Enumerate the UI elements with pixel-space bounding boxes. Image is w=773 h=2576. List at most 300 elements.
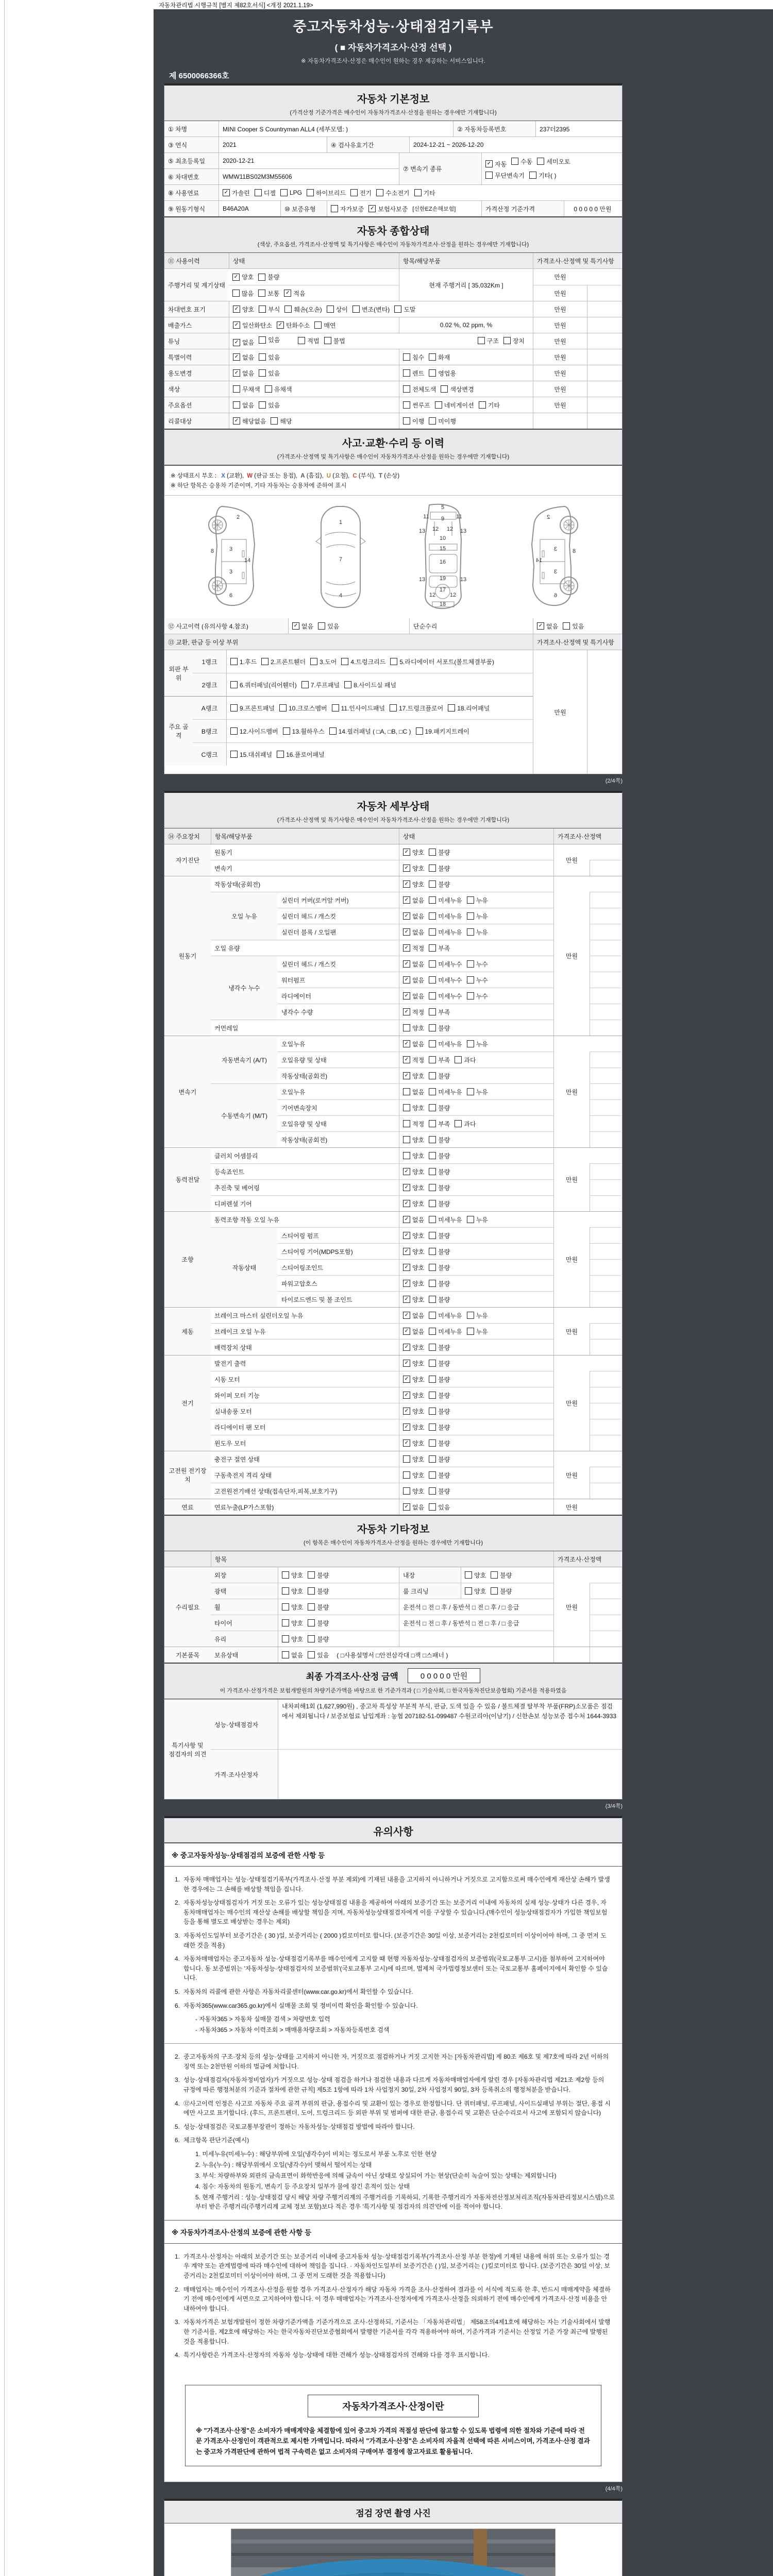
checkbox-box[interactable] — [429, 1088, 436, 1095]
checkbox-box[interactable] — [429, 928, 436, 936]
checkbox-box[interactable] — [232, 290, 240, 297]
checkbox-option[interactable] — [259, 353, 280, 362]
checkbox-box[interactable]: ✓ — [403, 1439, 410, 1447]
checkbox-option[interactable] — [491, 1587, 512, 1596]
checkbox-box[interactable] — [403, 353, 410, 361]
checkbox-box[interactable] — [350, 189, 358, 196]
checkbox-box[interactable] — [314, 321, 322, 329]
checkbox-option[interactable] — [429, 1359, 450, 1368]
checkbox-option[interactable] — [350, 189, 372, 197]
checkbox-option[interactable] — [403, 1136, 424, 1144]
checkbox-box[interactable] — [455, 1120, 462, 1127]
checkbox-box[interactable] — [467, 928, 474, 936]
checkbox-box[interactable] — [429, 1328, 436, 1335]
checkbox-box[interactable] — [265, 385, 272, 393]
checkbox-option[interactable] — [301, 681, 340, 689]
checkbox-box[interactable]: ✓ — [292, 622, 299, 630]
checkbox-box[interactable] — [429, 1408, 436, 1415]
checkbox-box[interactable] — [283, 727, 290, 735]
checkbox-box[interactable]: ✓ — [403, 1200, 410, 1207]
checkbox-option[interactable] — [282, 1571, 303, 1580]
checkbox-box[interactable] — [435, 401, 442, 409]
checkbox-option[interactable] — [403, 1471, 424, 1480]
checkbox-option[interactable] — [403, 1247, 424, 1256]
checkbox-option[interactable] — [232, 289, 254, 298]
checkbox-box[interactable]: ✓ — [403, 944, 410, 952]
checkbox-box[interactable] — [429, 1423, 436, 1431]
checkbox-box[interactable] — [230, 704, 238, 711]
checkbox-option[interactable] — [271, 417, 292, 426]
checkbox-option[interactable] — [403, 1487, 424, 1496]
checkbox-option[interactable] — [403, 960, 424, 969]
checkbox-option[interactable] — [429, 1263, 450, 1272]
checkbox-option[interactable] — [429, 848, 450, 857]
checkbox-box[interactable] — [414, 189, 422, 196]
checkbox-option[interactable] — [259, 335, 280, 344]
checkbox-option[interactable] — [403, 1455, 424, 1464]
checkbox-box[interactable] — [485, 172, 493, 179]
checkbox-option[interactable] — [279, 704, 327, 713]
checkbox-option[interactable] — [403, 1279, 424, 1288]
checkbox-box[interactable]: ✓ — [233, 369, 240, 377]
checkbox-box[interactable] — [298, 337, 305, 344]
checkbox-box[interactable] — [511, 158, 518, 165]
checkbox-box[interactable]: ✓ — [403, 1264, 410, 1271]
checkbox-box[interactable] — [429, 1056, 436, 1063]
checkbox-option[interactable] — [280, 189, 302, 196]
checkbox-option[interactable] — [429, 417, 456, 426]
checkbox-box[interactable] — [429, 1264, 436, 1271]
checkbox-box[interactable] — [455, 1056, 462, 1063]
checkbox-box[interactable] — [503, 337, 511, 344]
checkbox-box[interactable]: ✓ — [403, 992, 410, 999]
checkbox-box[interactable] — [332, 704, 339, 711]
checkbox-option[interactable] — [403, 1104, 424, 1112]
checkbox-option[interactable] — [308, 1635, 329, 1643]
checkbox-box[interactable] — [324, 337, 331, 344]
checkbox-option[interactable] — [429, 976, 462, 985]
checkbox-option[interactable] — [277, 321, 310, 330]
checkbox-box[interactable]: ✓ — [403, 1248, 410, 1255]
checkbox-box[interactable]: ✓ — [403, 1392, 410, 1399]
checkbox-box[interactable] — [308, 1635, 315, 1642]
checkbox-box[interactable] — [230, 751, 238, 758]
checkbox-option[interactable] — [429, 1167, 450, 1176]
checkbox-option[interactable] — [403, 1056, 424, 1064]
checkbox-option[interactable] — [511, 157, 532, 166]
checkbox-box[interactable]: ✓ — [403, 865, 410, 872]
checkbox-option[interactable] — [233, 417, 266, 426]
checkbox-option[interactable] — [467, 1215, 488, 1224]
checkbox-option[interactable] — [403, 1263, 424, 1272]
checkbox-box[interactable] — [429, 880, 436, 888]
checkbox-option[interactable] — [479, 401, 500, 410]
checkbox-box[interactable] — [403, 1455, 410, 1463]
checkbox-option[interactable] — [429, 1104, 450, 1112]
checkbox-option[interactable] — [537, 622, 558, 631]
checkbox-box[interactable]: ✓ — [233, 321, 240, 329]
checkbox-box[interactable] — [394, 306, 401, 313]
checkbox-box[interactable] — [429, 865, 436, 872]
checkbox-box[interactable] — [308, 1603, 315, 1611]
checkbox-option[interactable] — [441, 385, 474, 394]
checkbox-box[interactable] — [491, 1587, 498, 1595]
checkbox-option[interactable] — [416, 727, 469, 736]
checkbox-box[interactable] — [429, 1024, 436, 1031]
checkbox-box[interactable]: ✓ — [403, 928, 410, 936]
checkbox-box[interactable]: ✓ — [403, 1328, 410, 1335]
checkbox-box[interactable] — [331, 205, 338, 212]
checkbox-box[interactable] — [529, 172, 536, 179]
checkbox-option[interactable] — [467, 912, 488, 921]
checkbox-box[interactable] — [441, 385, 448, 393]
checkbox-option[interactable] — [465, 1571, 486, 1580]
checkbox-box[interactable] — [308, 1571, 315, 1579]
checkbox-option[interactable] — [429, 1375, 450, 1384]
checkbox-option[interactable] — [485, 171, 525, 180]
checkbox-option[interactable] — [403, 1439, 424, 1448]
checkbox-box[interactable] — [277, 751, 284, 758]
checkbox-option[interactable] — [310, 657, 337, 666]
checkbox-option[interactable] — [435, 401, 474, 410]
checkbox-option[interactable] — [292, 622, 313, 631]
checkbox-option[interactable] — [467, 896, 488, 905]
checkbox-option[interactable] — [429, 992, 462, 1001]
checkbox-option[interactable] — [403, 992, 424, 1001]
checkbox-box[interactable]: ✓ — [403, 976, 410, 984]
checkbox-box[interactable]: ✓ — [232, 274, 240, 281]
checkbox-box[interactable]: ✓ — [403, 1312, 410, 1319]
checkbox-option[interactable] — [230, 727, 278, 736]
checkbox-option[interactable] — [233, 321, 272, 330]
checkbox-option[interactable] — [429, 1056, 450, 1064]
checkbox-option[interactable] — [429, 1311, 462, 1320]
checkbox-option[interactable] — [403, 896, 424, 905]
checkbox-option[interactable] — [465, 1587, 486, 1596]
checkbox-box[interactable] — [403, 1471, 410, 1479]
checkbox-box[interactable] — [259, 369, 266, 377]
checkbox-box[interactable] — [429, 1200, 436, 1207]
checkbox-box[interactable] — [467, 1040, 474, 1047]
checkbox-box[interactable] — [467, 1328, 474, 1335]
checkbox-box[interactable] — [429, 1455, 436, 1463]
checkbox-option[interactable] — [329, 727, 411, 736]
checkbox-option[interactable] — [277, 750, 325, 759]
checkbox-box[interactable] — [429, 1040, 436, 1047]
checkbox-option[interactable] — [284, 305, 322, 314]
checkbox-box[interactable]: ✓ — [233, 339, 240, 346]
checkbox-box[interactable]: ✓ — [403, 1344, 410, 1351]
checkbox-option[interactable] — [403, 1327, 424, 1336]
checkbox-box[interactable] — [429, 1008, 436, 1015]
checkbox-option[interactable] — [429, 1120, 450, 1128]
checkbox-box[interactable] — [376, 189, 383, 196]
checkbox-box[interactable] — [429, 1392, 436, 1399]
checkbox-box[interactable] — [429, 849, 436, 856]
checkbox-option[interactable] — [403, 928, 424, 937]
checkbox-box[interactable] — [230, 727, 238, 735]
checkbox-option[interactable] — [429, 1343, 450, 1352]
checkbox-box[interactable] — [429, 912, 436, 920]
checkbox-box[interactable] — [429, 1471, 436, 1479]
checkbox-option[interactable] — [429, 353, 450, 362]
checkbox-box[interactable] — [429, 960, 436, 968]
checkbox-box[interactable]: ✓ — [403, 1072, 410, 1079]
checkbox-box[interactable] — [307, 189, 314, 196]
checkbox-box[interactable] — [230, 681, 238, 688]
checkbox-box[interactable] — [429, 1072, 436, 1079]
checkbox-option[interactable] — [403, 1375, 424, 1384]
checkbox-box[interactable] — [259, 336, 266, 344]
checkbox-box[interactable] — [479, 401, 486, 409]
checkbox-box[interactable] — [352, 306, 360, 313]
checkbox-option[interactable] — [403, 1040, 424, 1048]
checkbox-box[interactable] — [429, 1104, 436, 1111]
checkbox-box[interactable] — [282, 1571, 289, 1579]
checkbox-option[interactable] — [429, 880, 450, 889]
checkbox-option[interactable] — [429, 960, 462, 969]
checkbox-option[interactable] — [233, 305, 254, 314]
checkbox-box[interactable] — [327, 306, 334, 313]
checkbox-box[interactable] — [478, 337, 485, 344]
checkbox-option[interactable] — [259, 369, 280, 378]
checkbox-box[interactable] — [429, 417, 436, 425]
checkbox-box[interactable] — [429, 1152, 436, 1159]
checkbox-box[interactable] — [259, 353, 266, 361]
checkbox-box[interactable]: ✓ — [233, 353, 240, 361]
checkbox-option[interactable] — [403, 1072, 424, 1080]
checkbox-box[interactable] — [308, 1587, 315, 1595]
checkbox-option[interactable] — [394, 305, 415, 314]
checkbox-box[interactable] — [429, 1216, 436, 1223]
checkbox-box[interactable]: ✓ — [284, 290, 291, 297]
checkbox-option[interactable] — [403, 1199, 424, 1208]
checkbox-option[interactable] — [429, 1423, 450, 1432]
checkbox-option[interactable] — [429, 1136, 450, 1144]
checkbox-box[interactable] — [467, 1088, 474, 1095]
checkbox-box[interactable] — [329, 727, 337, 735]
checkbox-box[interactable] — [537, 158, 544, 165]
checkbox-option[interactable] — [429, 1072, 450, 1080]
checkbox-option[interactable] — [233, 385, 260, 394]
checkbox-option[interactable] — [283, 727, 325, 736]
checkbox-box[interactable] — [416, 727, 423, 735]
checkbox-box[interactable]: ✓ — [233, 306, 240, 313]
checkbox-box[interactable]: ✓ — [403, 1168, 410, 1175]
checkbox-option[interactable] — [537, 157, 570, 166]
checkbox-option[interactable] — [403, 1183, 424, 1192]
checkbox-box[interactable] — [429, 353, 436, 361]
checkbox-option[interactable] — [341, 657, 385, 666]
checkbox-option[interactable] — [403, 864, 424, 873]
checkbox-box[interactable] — [271, 417, 278, 425]
checkbox-option[interactable] — [298, 336, 319, 345]
checkbox-option[interactable] — [429, 1391, 450, 1400]
checkbox-option[interactable] — [429, 864, 450, 873]
checkbox-box[interactable]: ✓ — [403, 1296, 410, 1303]
checkbox-option[interactable] — [429, 912, 462, 921]
checkbox-option[interactable] — [403, 1151, 424, 1160]
checkbox-option[interactable] — [429, 1040, 462, 1048]
checkbox-option[interactable] — [352, 305, 390, 314]
checkbox-option[interactable] — [403, 1215, 424, 1224]
checkbox-option[interactable] — [331, 205, 364, 213]
checkbox-box[interactable] — [390, 658, 397, 665]
checkbox-option[interactable] — [230, 750, 272, 759]
checkbox-box[interactable]: ✓ — [537, 622, 544, 630]
checkbox-box[interactable] — [403, 417, 410, 425]
checkbox-option[interactable] — [429, 1487, 450, 1496]
checkbox-box[interactable] — [465, 1587, 472, 1595]
checkbox-option[interactable] — [467, 1327, 488, 1336]
checkbox-option[interactable] — [503, 336, 525, 345]
checkbox-option[interactable] — [308, 1571, 329, 1580]
checkbox-option[interactable] — [429, 1247, 450, 1256]
checkbox-option[interactable] — [390, 704, 443, 713]
checkbox-option[interactable] — [233, 401, 254, 410]
checkbox-box[interactable] — [403, 1024, 410, 1031]
checkbox-box[interactable] — [403, 401, 410, 409]
checkbox-box[interactable] — [233, 401, 240, 409]
checkbox-box[interactable]: ✓ — [403, 1040, 410, 1047]
checkbox-box[interactable] — [282, 1587, 289, 1595]
checkbox-box[interactable]: ✓ — [403, 1056, 410, 1063]
checkbox-box[interactable] — [429, 1360, 436, 1367]
checkbox-option[interactable] — [429, 1407, 450, 1416]
checkbox-box[interactable] — [261, 658, 268, 665]
checkbox-option[interactable] — [467, 1088, 488, 1096]
checkbox-box[interactable]: ✓ — [403, 849, 410, 856]
checkbox-box[interactable] — [403, 1487, 410, 1495]
checkbox-option[interactable] — [230, 704, 275, 713]
checkbox-option[interactable] — [403, 1503, 424, 1512]
checkbox-box[interactable] — [341, 658, 348, 665]
checkbox-box[interactable] — [282, 1651, 289, 1658]
checkbox-box[interactable] — [279, 704, 287, 711]
checkbox-box[interactable] — [429, 896, 436, 904]
checkbox-box[interactable] — [467, 960, 474, 968]
checkbox-box[interactable] — [429, 1503, 436, 1511]
checkbox-option[interactable] — [429, 1295, 450, 1304]
checkbox-option[interactable] — [491, 1571, 512, 1580]
checkbox-box[interactable] — [282, 1619, 289, 1626]
checkbox-box[interactable] — [429, 369, 436, 377]
checkbox-option[interactable] — [455, 1120, 476, 1128]
checkbox-box[interactable] — [429, 1248, 436, 1255]
checkbox-option[interactable] — [403, 848, 424, 857]
checkbox-option[interactable] — [403, 1311, 424, 1320]
checkbox-option[interactable] — [403, 385, 436, 394]
checkbox-box[interactable] — [259, 401, 266, 409]
checkbox-option[interactable] — [282, 1635, 303, 1643]
checkbox-option[interactable] — [429, 1231, 450, 1240]
checkbox-box[interactable] — [233, 385, 240, 393]
checkbox-box[interactable] — [429, 1344, 436, 1351]
checkbox-box[interactable] — [390, 704, 397, 711]
checkbox-option[interactable] — [282, 1603, 303, 1612]
checkbox-box[interactable] — [403, 1104, 410, 1111]
checkbox-option[interactable] — [233, 338, 254, 347]
checkbox-option[interactable] — [467, 992, 488, 1001]
checkbox-option[interactable] — [282, 1619, 303, 1628]
checkbox-option[interactable] — [258, 273, 279, 281]
checkbox-option[interactable] — [429, 1279, 450, 1288]
checkbox-option[interactable] — [403, 1295, 424, 1304]
checkbox-option[interactable] — [529, 171, 557, 180]
checkbox-box[interactable] — [318, 622, 325, 630]
checkbox-box[interactable] — [259, 306, 266, 313]
checkbox-option[interactable] — [403, 1407, 424, 1416]
checkbox-option[interactable] — [282, 1587, 303, 1596]
checkbox-option[interactable] — [403, 1423, 424, 1432]
checkbox-box[interactable] — [403, 385, 410, 393]
checkbox-box[interactable] — [301, 681, 309, 688]
checkbox-option[interactable] — [314, 321, 335, 330]
checkbox-option[interactable] — [223, 189, 250, 197]
checkbox-option[interactable] — [327, 305, 348, 314]
checkbox-box[interactable]: ✓ — [403, 1503, 410, 1511]
checkbox-box[interactable]: ✓ — [277, 321, 284, 329]
checkbox-option[interactable] — [467, 960, 488, 969]
checkbox-option[interactable] — [259, 401, 280, 410]
checkbox-box[interactable] — [403, 1152, 410, 1159]
checkbox-box[interactable] — [429, 1184, 436, 1191]
checkbox-box[interactable] — [467, 976, 474, 984]
checkbox-box[interactable]: ✓ — [403, 960, 410, 968]
checkbox-option[interactable] — [308, 1651, 329, 1659]
checkbox-option[interactable] — [233, 353, 254, 362]
checkbox-box[interactable] — [467, 1216, 474, 1223]
checkbox-option[interactable] — [467, 928, 488, 937]
checkbox-option[interactable] — [403, 353, 424, 362]
checkbox-box[interactable]: ✓ — [403, 1008, 410, 1015]
checkbox-box[interactable] — [282, 1603, 289, 1611]
checkbox-option[interactable] — [403, 1343, 424, 1352]
checkbox-box[interactable] — [429, 976, 436, 984]
checkbox-option[interactable] — [308, 1603, 329, 1612]
checkbox-option[interactable] — [390, 657, 494, 666]
checkbox-option[interactable] — [467, 976, 488, 985]
checkbox-option[interactable] — [429, 1439, 450, 1448]
checkbox-box[interactable] — [491, 1571, 498, 1579]
checkbox-option[interactable] — [403, 369, 424, 378]
checkbox-box[interactable] — [467, 912, 474, 920]
checkbox-option[interactable] — [485, 160, 507, 168]
checkbox-box[interactable] — [429, 1296, 436, 1303]
checkbox-option[interactable] — [403, 1008, 424, 1016]
checkbox-box[interactable] — [467, 992, 474, 999]
checkbox-option[interactable] — [230, 681, 297, 689]
checkbox-option[interactable] — [368, 205, 408, 213]
checkbox-box[interactable] — [429, 1439, 436, 1447]
checkbox-option[interactable] — [478, 336, 499, 345]
checkbox-option[interactable] — [429, 928, 462, 937]
checkbox-box[interactable]: ✓ — [403, 1216, 410, 1223]
checkbox-option[interactable] — [429, 1471, 450, 1480]
checkbox-option[interactable] — [403, 417, 424, 426]
checkbox-option[interactable] — [403, 1024, 424, 1032]
checkbox-box[interactable] — [429, 944, 436, 952]
checkbox-box[interactable] — [403, 1088, 410, 1095]
checkbox-box[interactable] — [465, 1571, 472, 1579]
checkbox-box[interactable]: ✓ — [368, 205, 376, 212]
checkbox-option[interactable] — [403, 1359, 424, 1368]
checkbox-box[interactable]: ✓ — [403, 1184, 410, 1191]
checkbox-option[interactable] — [429, 1455, 450, 1464]
checkbox-box[interactable] — [467, 1312, 474, 1319]
checkbox-option[interactable] — [467, 1040, 488, 1048]
checkbox-option[interactable] — [429, 1327, 462, 1336]
